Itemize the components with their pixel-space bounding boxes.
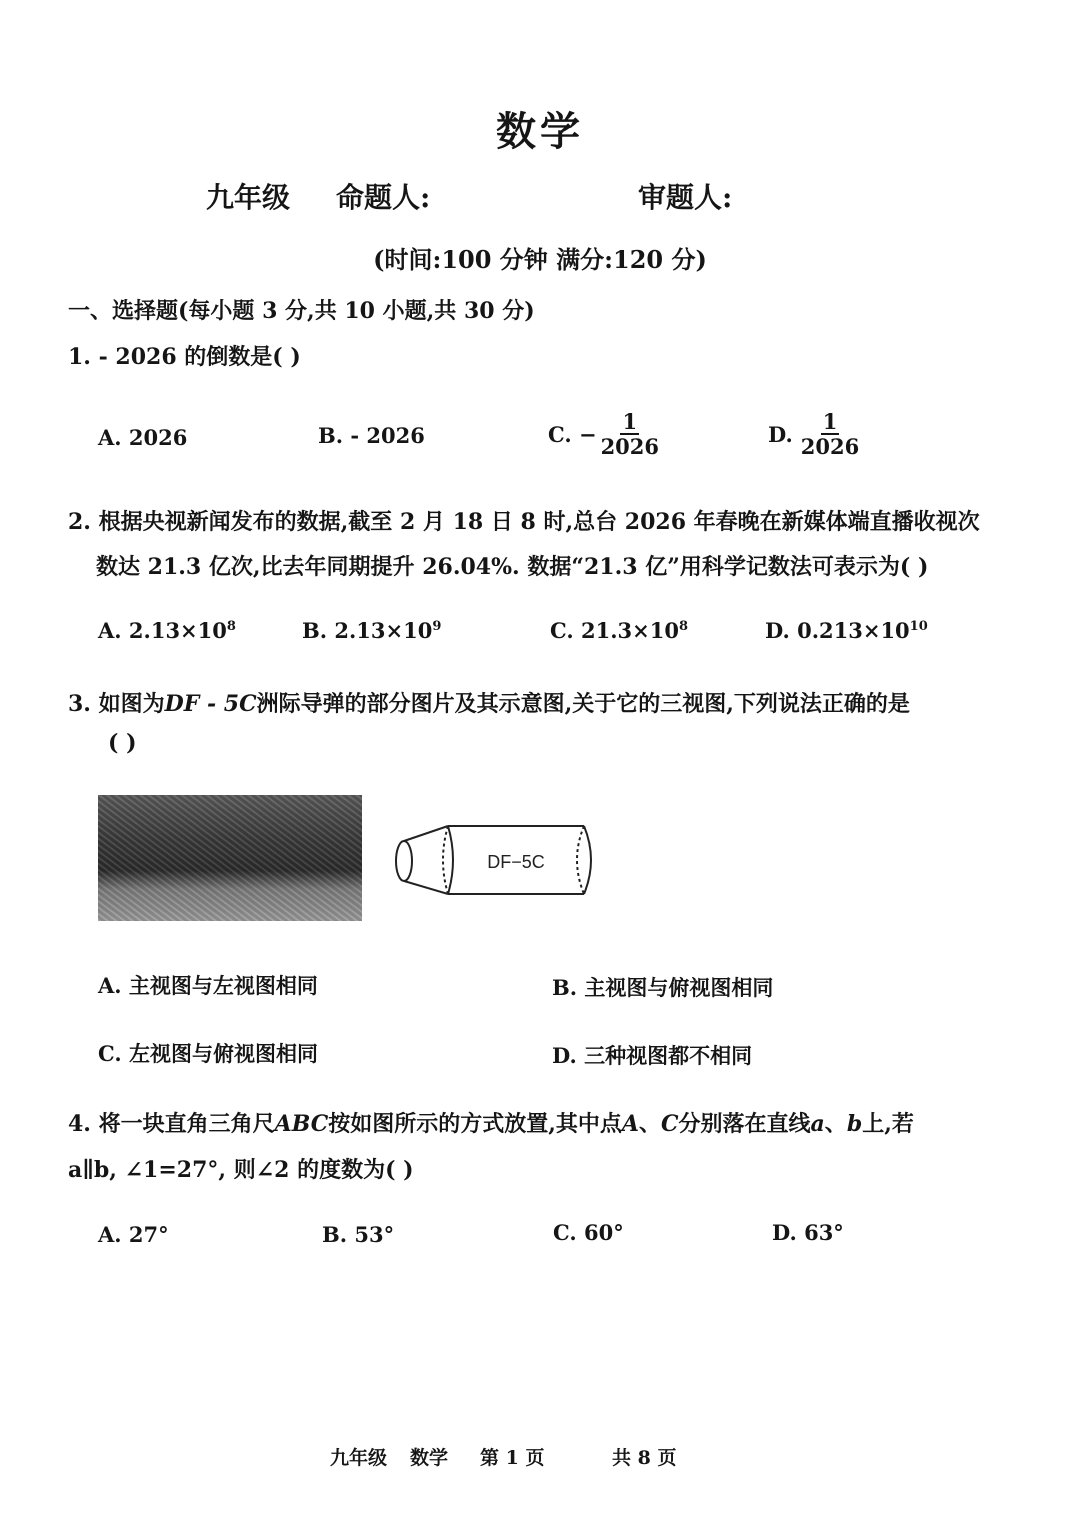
q1-option-d-numerator: 1 (822, 409, 838, 434)
q1-option-c-denominator: 2026 (600, 434, 660, 460)
missile-model-name: DF - 5C (164, 691, 257, 717)
missile-schematic (388, 818, 603, 900)
q2-option-b: B. $2.13\times 10^9$ (302, 618, 442, 643)
q3-option-b: B. 主视图与俯视图相同 (552, 975, 774, 1000)
q4-option-a: A. 27° (98, 1222, 169, 1247)
q1-option-d (768, 410, 859, 458)
q3-option-a: A. 主视图与左视图相同 (98, 973, 318, 998)
q2-option-d: D. $0.213\times 10^{10}$ (765, 618, 928, 643)
reviewer-label: 审题人: (638, 181, 733, 214)
grade-label: 九年级 (206, 181, 291, 214)
footer-page-number: 第 1 页 (480, 1447, 545, 1469)
setter-label: 命题人: (336, 181, 431, 214)
question-4-stem-line1: 4. 将一块直角三角尺ABC按如图所示的方式放置,其中点A、C分别落在直线a、b上,若 (68, 1111, 914, 1137)
q1-option-c-fraction (601, 410, 659, 458)
question-1-stem: 1. - 2026 的倒数是( ) (68, 344, 301, 370)
section-heading: 一、选择题(每小题 3 分,共 10 小题,共 30 分) (68, 298, 535, 324)
missile-photo (98, 795, 362, 921)
question-3-stem-line1: 3. 如图为DF - 5C洲际导弹的部分图片及其示意图,关于它的三视图,下列说法正确的是 (68, 691, 910, 717)
page-title: 数学 (496, 108, 584, 155)
exam-time-info: (时间:100 分钟 满分:120 分) (373, 245, 707, 274)
q4-option-b: B. 53° (322, 1222, 395, 1247)
footer-grade: 九年级 (330, 1447, 388, 1469)
question-4-stem-line2: a∥b, ∠1=27°, 则∠2 的度数为( ) (68, 1157, 414, 1183)
q4-option-d: D. 63° (772, 1220, 844, 1245)
q2-option-a: A. $2.13\times 10^8$ (98, 618, 236, 643)
q3-option-c: C. 左视图与俯视图相同 (98, 1041, 318, 1066)
q1-option-c-numerator: 1 (622, 409, 638, 434)
q1-option-d-fraction (801, 410, 859, 458)
question-2-stem-line1: 2. 根据央视新闻发布的数据,截至 2 月 18 日 8 时,总台 2026 年春晚在新媒体端直播收视次 (68, 509, 980, 535)
q4-option-c: C. 60° (553, 1220, 624, 1245)
q2-option-c: C. $21.3\times 10^8$ (550, 618, 688, 643)
schematic-label: DF−5C (487, 852, 545, 872)
question-3-stem-line2: ( ) (108, 730, 137, 756)
q3-option-d: D. 三种视图都不相同 (552, 1043, 753, 1068)
footer-total-pages: 共 8 页 (612, 1447, 677, 1469)
footer-subject: 数学 (410, 1447, 449, 1469)
q1-option-c-prefix: C. − (548, 421, 597, 447)
q1-option-a: A. 2026 (98, 425, 188, 450)
q1-option-b: B. - 2026 (318, 423, 425, 448)
q1-option-d-prefix: D. (768, 421, 793, 447)
q1-option-c (548, 410, 659, 458)
q1-option-d-denominator: 2026 (800, 434, 860, 460)
question-2-stem-line2: 数达 21.3 亿次,比去年同期提升 26.04%. 数据“21.3 亿”用科学记数法可表示为( ) (96, 554, 929, 580)
